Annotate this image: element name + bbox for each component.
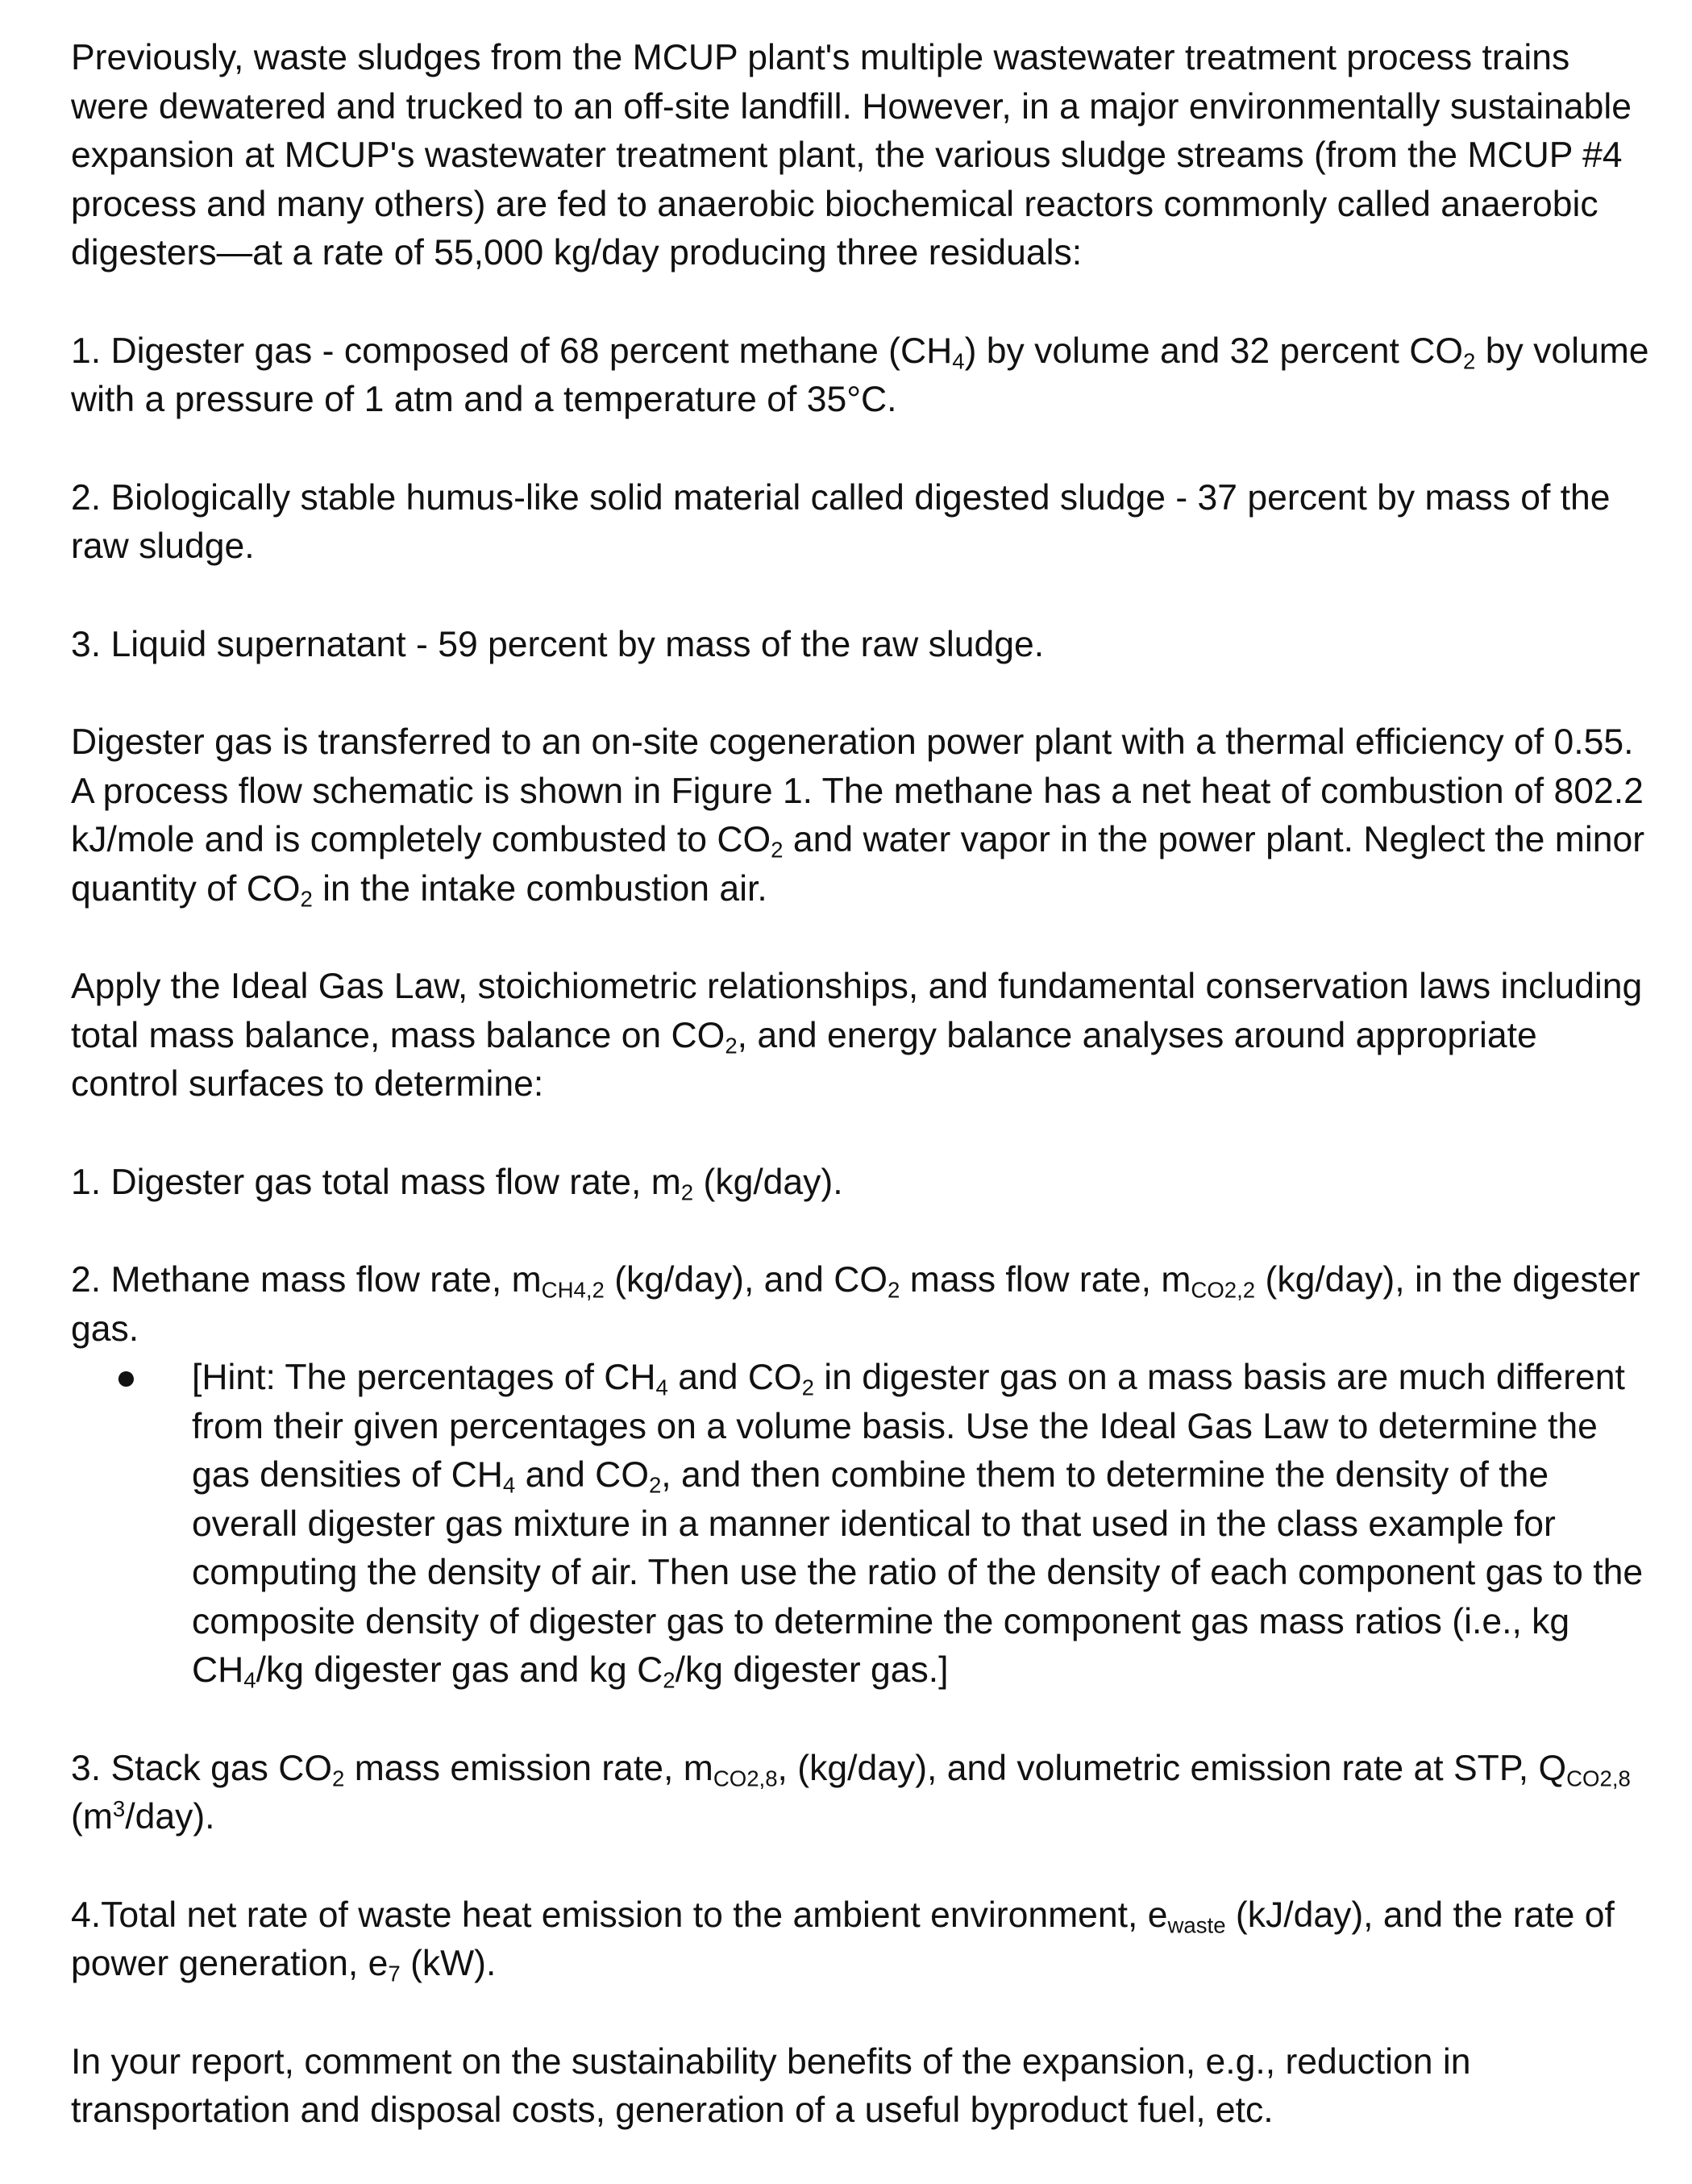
residual-supernatant: 3. Liquid supernatant - 59 percent by mass of the raw sludge.: [71, 624, 1045, 664]
question-1: 1. Digester gas total mass flow rate, $m_2$ (kg/day).: [71, 1162, 843, 1205]
residual-digester-gas: 1. Digester gas - composed of 68 percent methane $(CH_4)$ by volume and 32 percent $CO_2$ by volume with a pressure of 1 atm and a temperature of 35°C.: [71, 331, 1649, 419]
hint-bullet-item: ● [Hint: The percentages of $CH_4$ and $CO_2$ in digester gas on a mass basis are much different from their given percentages on a volume basis. Use the Ideal Gas Law to determine the gas densities of $CH_4$ and $CO_2$, and then combine them to determine the density of the overall digester gas mixture in a manner identical to that used in the class example for computing the density of air. Then use the ratio of the density of each component gas to the composite density of digester gas to determine the component gas mass ratios (i.e., kg $CH_4/kg$ digester gas and kg $C_2/kg$ digester gas.]: [71, 1354, 1651, 1695]
question-2: 2. Methane mass flow rate, $m_{CH4,2}$ (kg/day), and $CO_2$ mass flow rate, $m_{CO2,2}$ (kg/day), in the digester gas.: [71, 1260, 1640, 1349]
document-body: [71, 34, 1651, 2136]
apply-paragraph: Apply the Ideal Gas Law, stoichiometric relationships, and fundamental conservation laws including total mass balance, mass balance on $CO_2$, and energy balance analyses around appropriate control surfaces to determine:: [71, 967, 1643, 1104]
question-3: 3. Stack gas $CO_2$ mass emission rate, $m_{CO2,8}$, (kg/day), and volumetric emission rate at STP, $Q_{CO2,8}$ $(m^3/day)$.: [71, 1748, 1631, 1837]
report-paragraph: In your report, comment on the sustainability benefits of the expansion, e.g., reduction in transportation and disposal costs, generation of a useful byproduct fuel, etc.: [71, 2041, 1471, 2130]
question-4: 4.Total net rate of waste heat emission to the ambient environment, $e_{waste}$ (kJ/day), and the rate of power generation, $e_7$ (kW).: [71, 1895, 1615, 1986]
intro-paragraph: Previously, waste sludges from the MCUP plant's multiple wastewater treatment process trains were dewatered and trucked to an off-site landfill. However, in a major environmentally sustainable expansion at MCUP's wastewater treatment plant, the various sludge streams (from the MCUP #4 process and many others) are fed to anaerobic biochemical reactors commonly called anaerobic digesters—at a rate of 55,000 kg/day producing three residuals:: [71, 38, 1632, 272]
cogeneration-paragraph: Digester gas is transferred to an on-site cogeneration power plant with a thermal efficiency of 0.55. A process flow schematic is shown in Figure 1. The methane has a net heat of combustion of 802.2 kJ/mole and is completely combusted to $CO_2$ and water vapor in the power plant. Neglect the minor quantity of $CO_2$ in the intake combustion air.: [71, 722, 1645, 912]
residual-digested-sludge: 2. Biologically stable humus-like solid material called digested sludge - 37 percent by mass of the raw sludge.: [71, 477, 1611, 566]
bullet-icon: ●: [115, 1358, 137, 1397]
